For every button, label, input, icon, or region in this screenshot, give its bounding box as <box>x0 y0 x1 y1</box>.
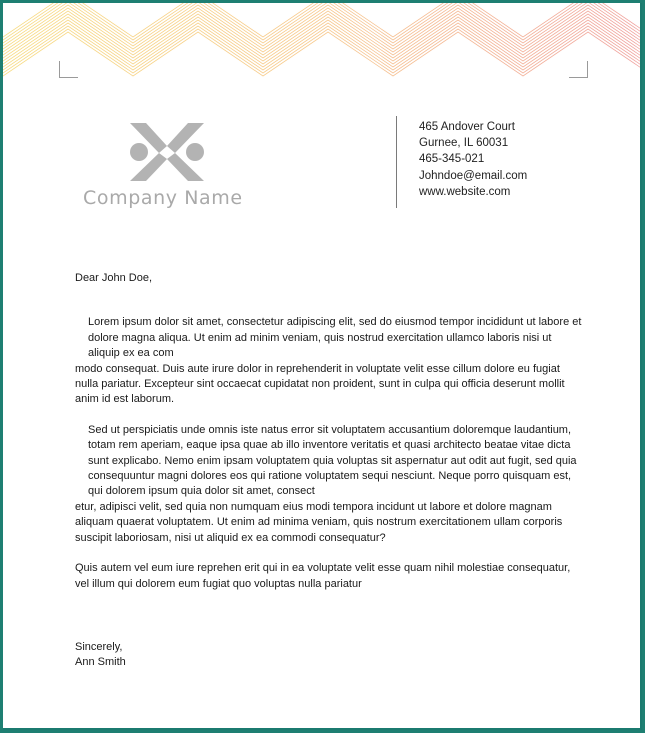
paragraph-2-part-a: Sed ut perspiciatis unde omnis iste natus error sit voluptatem accusantium doloremque laudantium, totam rem aperiam, eaque ipsa quae ab illo inventore veritatis et quasi architecto beatae vitae dicta sunt explicabo. Nemo enim ipsam voluptatem quia voluptas sit aspernatur aut odit aut fugit, sed quia consequuntur magni dolores eos qui ratione voluptatem sequi nesciunt. Neque porro quisquam est, qui dolorem ipsum quia dolor sit amet, consect <box>88 423 577 498</box>
letter-body <box>75 271 585 671</box>
chevron-line <box>3 20 640 64</box>
corner-mark-right <box>569 61 588 78</box>
corner-mark-left <box>59 61 78 78</box>
chevron-line <box>3 17 640 61</box>
chevron-line <box>3 23 640 67</box>
company-logo-icon <box>126 119 208 181</box>
paragraph-1 <box>75 315 585 407</box>
phone-number: 465-345-021 <box>419 153 485 166</box>
address-city: Gurnee, IL 60031 <box>419 137 509 150</box>
closing-block <box>75 640 585 671</box>
paragraph-1-part-b: modo consequat. Duis aute irure dolor in reprehenderit in voluptate velit esse cillum dolore eu fugiat nulla pariatur. Excepteur sint occaecat cupidatat non proident, sunt in culpa qui officia deserunt mollit anim id est laborum. <box>75 362 565 406</box>
letterhead-page <box>3 3 640 728</box>
chevron-line <box>3 26 640 70</box>
website-link: www.website.com <box>419 185 511 198</box>
chevron-line <box>3 29 640 73</box>
chevron-pattern <box>3 3 640 83</box>
chevron-line <box>3 32 640 76</box>
paragraph-2 <box>75 423 585 546</box>
divider-line <box>396 116 397 208</box>
paragraph-3: Quis autem vel eum iure reprehen erit qui in ea voluptate velit esse quam nihil molestiae consequatur, vel illum qui dolorem eum fugiat quo voluptas nulla pariatur <box>75 562 571 590</box>
signature: Ann Smith <box>75 656 126 669</box>
salutation: Dear John Doe, <box>75 272 153 284</box>
paragraph-1-part-a: Lorem ipsum dolor sit amet, consectetur adipiscing elit, sed do eiusmod tempor incididunt ut labore et dolore magna aliqua. Ut enim ad minim veniam, quis nostrud exercitation ullamco laboris nisi ut aliquip ex ea com <box>88 316 582 360</box>
address-street: 465 Andover Court <box>419 121 515 133</box>
paragraph-2-part-b: etur, adipisci velit, sed quia non numquam eius modi tempora incidunt ut labore et dolore magnam aliquam quaerat voluptatem. Ut enim ad minima veniam, quis nostrum exercitationem ullam corporis suscipit laboriosam, nisi ut aliquid ex ea commodi consequatur? <box>75 500 563 544</box>
closing: Sincerely, <box>75 640 123 653</box>
contact-block <box>419 119 527 200</box>
company-name: Company Name <box>83 187 243 209</box>
email-address: Johndoe@email.com <box>419 169 528 182</box>
